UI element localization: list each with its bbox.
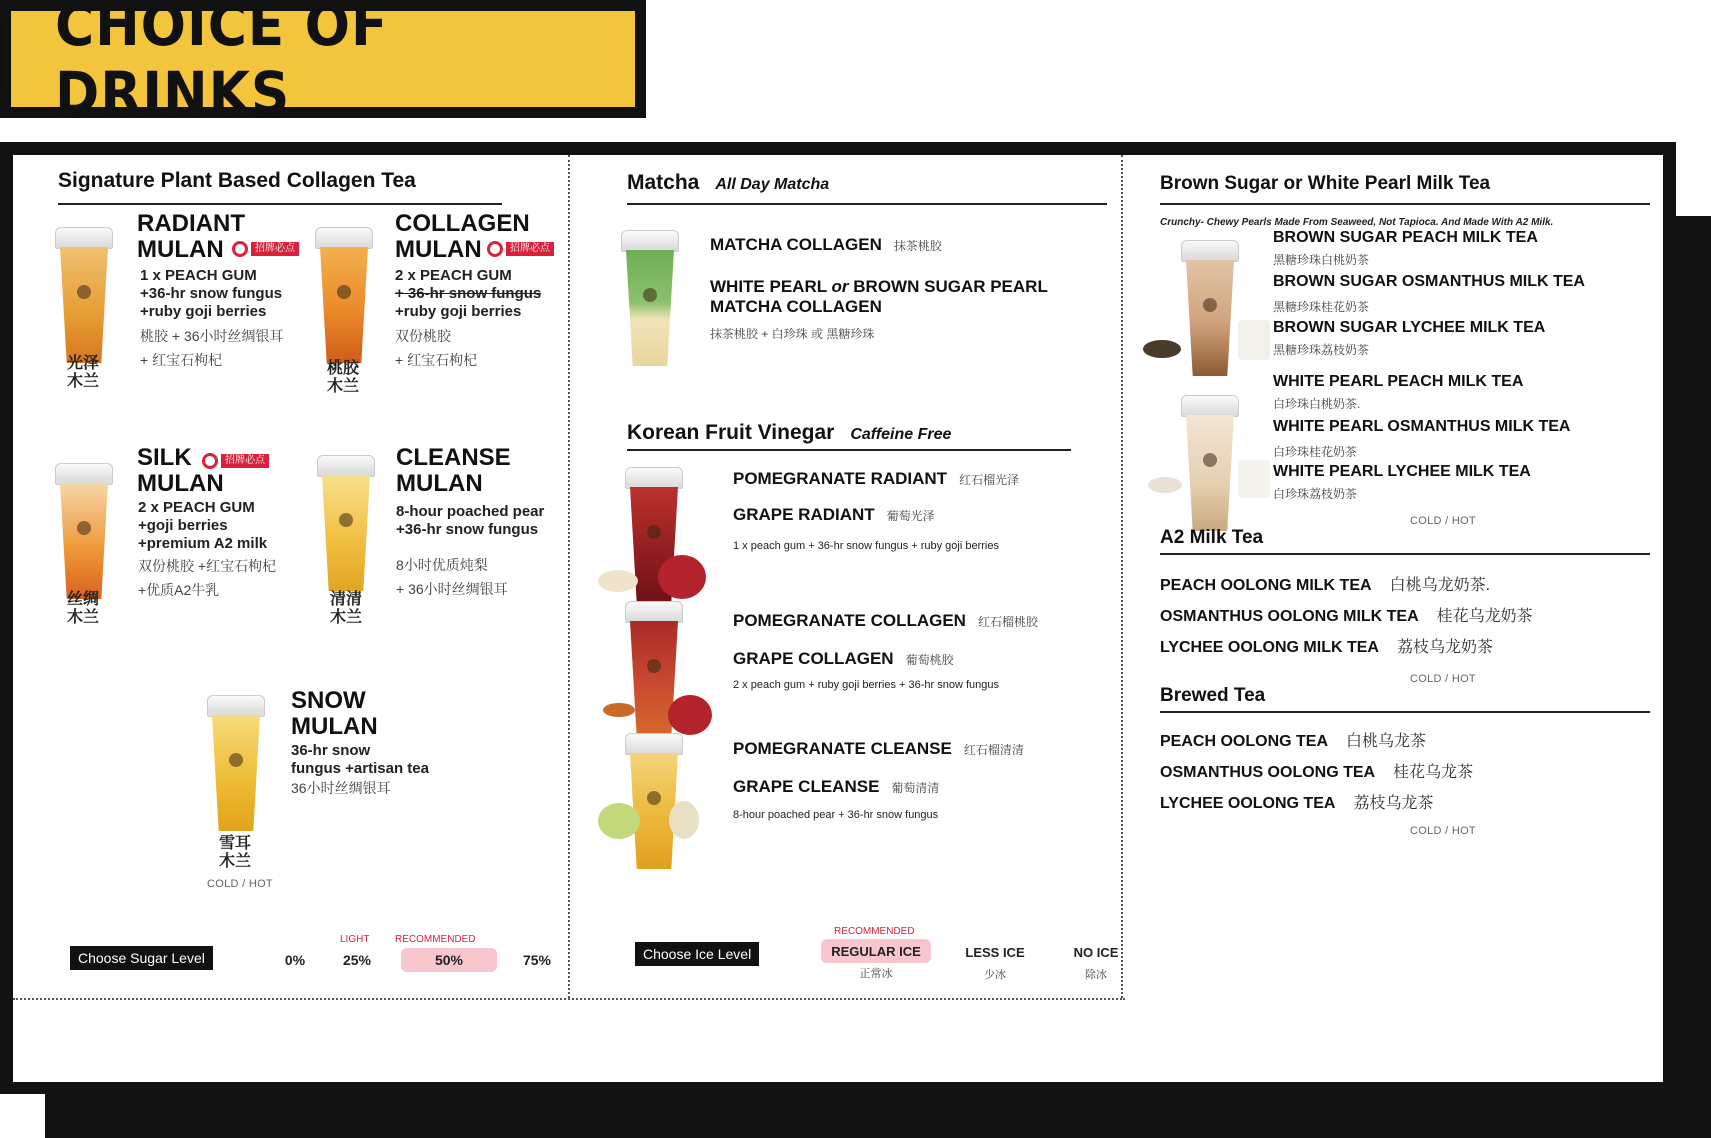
pearl-matcha-item-line2: MATCHA COLLAGEN — [710, 297, 882, 316]
collagen-mulan-desc: 2 x PEACH GUM + 36-hr snow fungus +ruby goji berries — [395, 267, 542, 320]
white-pearls-icon — [1148, 477, 1182, 493]
ice-option-regular-cn: 正常冰 — [859, 968, 893, 980]
ice-option-none[interactable]: NO ICE — [1073, 945, 1119, 960]
snow-mulan-cn: 36小时丝绸银耳 — [291, 780, 391, 796]
radiant-mulan-desc: 1 x PEACH GUM +36-hr snow fungus +ruby goji berries — [140, 267, 283, 320]
radiant-mulan-name: RADIANT MULAN — [137, 210, 245, 263]
pearl-item-5: WHITE PEARL OSMANTHUS MILK TEA — [1273, 418, 1571, 435]
cleanse-cup-cn: 清清 木兰 — [329, 591, 362, 626]
vinegar-section-title: Korean Fruit Vinegar Caffeine Free — [627, 421, 952, 444]
snow-mulan-desc: 36-hr snow fungus +artisan tea — [291, 742, 429, 777]
radiant-vinegar-note: 1 x peach gum + 36-hr snow fungus + ruby goji berries — [733, 540, 999, 552]
menu-board — [13, 155, 1663, 1082]
pearl-item-4-cn: 白珍珠白桃奶茶. — [1273, 397, 1361, 411]
silk-mulan-cn: 双份桃胶 +红宝石枸杞 +优质A2牛乳 — [138, 558, 277, 598]
pearl-item-2: BROWN SUGAR OSMANTHUS MILK TEA — [1273, 273, 1585, 290]
pearl-item-6-cn: 白珍珠荔枝奶茶 — [1273, 487, 1358, 501]
pomegranate-collagen-item: POMEGRANATE COLLAGEN 红石榴桃胶 — [733, 611, 1038, 630]
brown-sugar-milk-tea-cup-image — [1181, 240, 1239, 376]
milk-jar-icon — [1238, 460, 1270, 498]
sugar-recommended-tag: RECOMMENDED — [395, 934, 476, 945]
pomegranate-icon — [668, 695, 712, 735]
ice-level-label: Choose Ice Level — [635, 942, 759, 966]
pearls-icon — [1143, 340, 1181, 358]
sugar-option-75[interactable]: 75% — [522, 952, 552, 968]
sugar-level-label: Choose Sugar Level — [70, 946, 213, 970]
pearl-item-1: BROWN SUGAR PEACH MILK TEA — [1273, 229, 1538, 246]
bottom-divider — [13, 998, 1125, 1000]
pear-icon — [669, 801, 699, 839]
brewed-cold-hot: COLD / HOT — [1410, 825, 1476, 837]
snow-fungus-icon — [598, 570, 638, 592]
pearl-item-3: BROWN SUGAR LYCHEE MILK TEA — [1273, 319, 1546, 336]
ice-recommended-tag: RECOMMENDED — [834, 926, 915, 937]
pearl-note: Crunchy- Chewy Pearls Made From Seaweed, Not Tapioca. And Made With A2 Milk. — [1160, 217, 1554, 228]
brewed-title-rule — [1160, 711, 1650, 713]
pearl-section-title: Brown Sugar or White Pearl Milk Tea — [1160, 173, 1491, 194]
radiant-cup-cn: 光泽 木兰 — [66, 355, 99, 390]
a2-item-2: OSMANTHUS OOLONG MILK TEA 桂花乌龙奶茶 — [1160, 608, 1533, 625]
column-divider-right — [1121, 155, 1123, 998]
a2-title-rule — [1160, 553, 1650, 555]
grape-collagen-item: GRAPE COLLAGEN 葡萄桃胶 — [733, 649, 954, 668]
vinegar-title-rule — [627, 449, 1071, 451]
white-pearl-milk-tea-cup-image — [1181, 395, 1239, 531]
brewed-item-1: PEACH OOLONG TEA 白桃乌龙茶 — [1160, 733, 1427, 750]
pearl-item-1-cn: 黑糖珍珠白桃奶茶 — [1273, 253, 1370, 267]
pearl-item-5-cn: 白珍珠桂花奶茶 — [1273, 445, 1358, 459]
pearl-item-3-cn: 黑糖珍珠荔枝奶茶 — [1273, 343, 1370, 357]
snow-mulan-cup-image — [207, 695, 265, 831]
collagen-mulan-cn: 双份桃胶 + 红宝石枸杞 — [395, 328, 478, 368]
collagen-mulan-name: COLLAGEN MULAN — [395, 210, 530, 263]
silk-mulan-name: SILK MULAN — [137, 444, 224, 497]
collagen-title-rule — [58, 203, 502, 205]
radiant-mulan-cn: 桃胶 + 36小时丝绸银耳 + 红宝石枸杞 — [140, 328, 284, 368]
cleanse-mulan-desc: 8-hour poached pear +36-hr snow fungus — [396, 503, 545, 538]
collagen-cold-hot: COLD / HOT — [207, 878, 273, 890]
a2-item-3: LYCHEE OOLONG MILK TEA 荔枝乌龙奶茶 — [1160, 639, 1493, 656]
cleanse-mulan-cup-image — [317, 455, 375, 591]
signature-tag: 招牌必点 — [487, 240, 554, 258]
title-badge — [0, 0, 646, 127]
pearl-matcha-item: WHITE PEARL or BROWN SUGAR PEARL — [710, 277, 1048, 296]
signature-tag: 招牌必点 — [232, 240, 299, 258]
title-badge-fill — [11, 0, 635, 127]
sugar-light-tag: LIGHT — [340, 934, 370, 945]
radiant-mulan-cup-image — [55, 227, 113, 363]
matcha-collagen-item: MATCHA COLLAGEN 抹茶桃胶 — [710, 235, 942, 254]
a2-cold-hot: COLD / HOT — [1410, 673, 1476, 685]
pomegranate-radiant-item: POMEGRANATE RADIANT 红石榴光泽 — [733, 469, 1020, 488]
grape-radiant-item: GRAPE RADIANT 葡萄光泽 — [733, 505, 935, 524]
ice-option-less-cn: 少冰 — [984, 969, 1006, 981]
matcha-section-title: Matcha All Day Matcha — [627, 171, 830, 194]
ice-option-regular[interactable]: REGULAR ICE — [831, 944, 921, 959]
a2-item-1: PEACH OOLONG MILK TEA 白桃乌龙奶茶. — [1160, 577, 1491, 594]
column-divider-left — [568, 155, 570, 998]
pearl-title-rule — [1160, 203, 1650, 205]
matcha-title-rule — [627, 203, 1107, 205]
cleanse-mulan-name: CLEANSE MULAN — [396, 444, 511, 497]
goji-berries-icon — [603, 703, 635, 717]
brewed-item-2: OSMANTHUS OOLONG TEA 桂花乌龙茶 — [1160, 764, 1474, 781]
pearl-item-4: WHITE PEARL PEACH MILK TEA — [1273, 373, 1524, 390]
silk-mulan-desc: 2 x PEACH GUM +goji berries +premium A2 milk — [138, 499, 268, 552]
signature-tag: 招牌必点 — [202, 452, 269, 470]
silk-cup-cn: 丝绸 木兰 — [66, 591, 99, 626]
grape-cleanse-item: GRAPE CLEANSE 葡萄清清 — [733, 777, 940, 796]
pomegranate-cleanse-item: POMEGRANATE CLEANSE 红石榴清清 — [733, 739, 1024, 758]
sugar-option-50[interactable]: 50% — [434, 952, 464, 968]
sugar-option-25[interactable]: 25% — [342, 952, 372, 968]
pearl-cold-hot: COLD / HOT — [1410, 515, 1476, 527]
snow-cup-cn: 雪耳 木兰 — [218, 835, 251, 870]
pearl-matcha-cn: 抹茶桃胶 + 白珍珠 或 黑糖珍珠 — [710, 327, 875, 341]
ice-option-less[interactable]: LESS ICE — [965, 945, 1025, 960]
snow-mulan-name: SNOW MULAN — [291, 687, 378, 740]
brewed-item-3: LYCHEE OOLONG TEA 荔枝乌龙茶 — [1160, 795, 1434, 812]
grape-icon — [598, 803, 640, 839]
collagen-section-title: Signature Plant Based Collagen Tea — [58, 169, 416, 192]
brewed-section-title: Brewed Tea — [1160, 685, 1266, 706]
collagen-cup-cn: 桃胶 木兰 — [326, 360, 359, 395]
sugar-option-0[interactable]: 0% — [284, 952, 306, 968]
pomegranate-cleanse-cup-image — [625, 733, 683, 869]
pomegranate-icon — [658, 555, 706, 599]
collagen-mulan-cup-image — [315, 227, 373, 363]
milk-jar-icon — [1238, 320, 1270, 360]
cleanse-vinegar-note: 8-hour poached pear + 36-hr snow fungus — [733, 809, 939, 821]
pearl-item-6: WHITE PEARL LYCHEE MILK TEA — [1273, 463, 1531, 480]
pearl-item-2-cn: 黑糖珍珠桂花奶茶 — [1273, 300, 1370, 314]
a2-section-title: A2 Milk Tea — [1160, 527, 1264, 548]
matcha-cup-image — [621, 230, 679, 366]
cleanse-mulan-cn: 8小时优质炖梨 + 36小时丝绸银耳 — [396, 557, 508, 597]
page-title: CHOICE OF DRINKS — [55, 0, 389, 127]
silk-mulan-cup-image — [55, 463, 113, 599]
collagen-vinegar-note: 2 x peach gum + ruby goji berries + 36-hr snow fungus — [733, 679, 999, 691]
ice-option-none-cn: 除冰 — [1085, 969, 1107, 981]
